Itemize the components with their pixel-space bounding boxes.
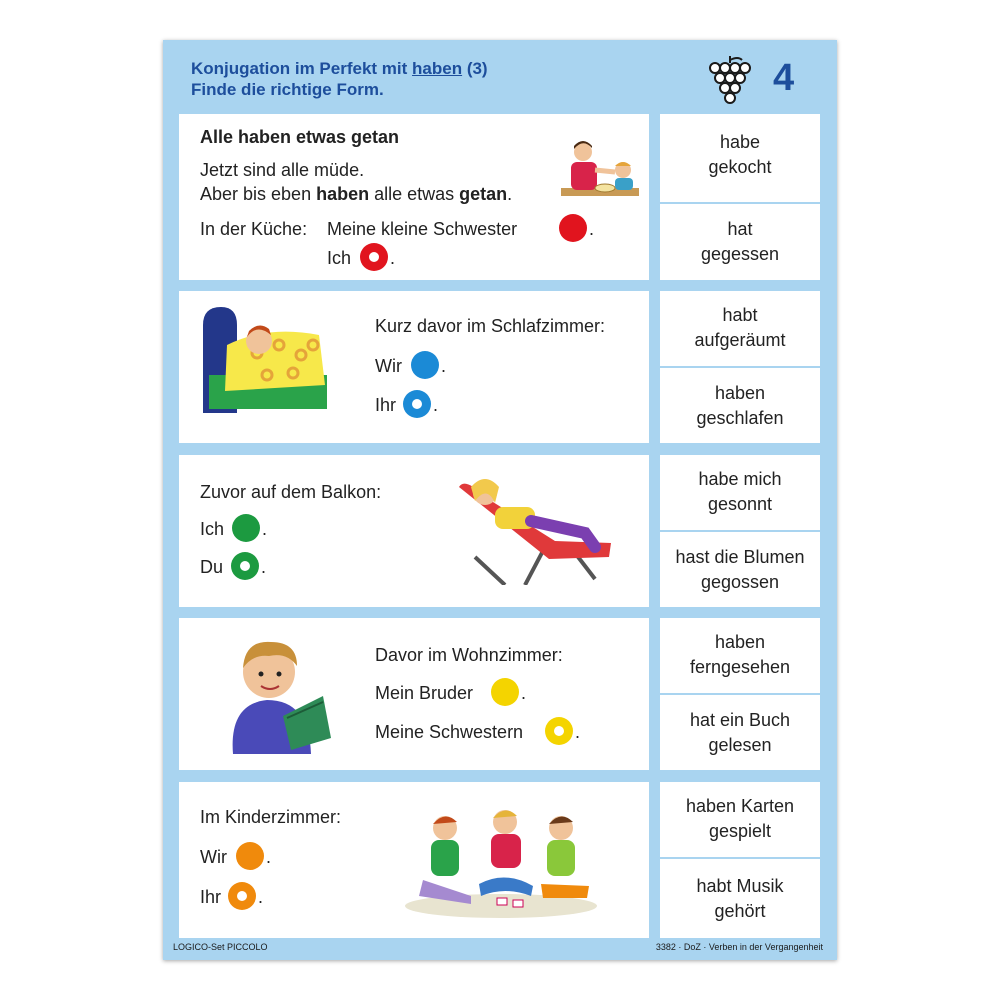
answer-dot-yellow-solid[interactable] xyxy=(491,678,519,706)
subject-label: Meine Schwestern xyxy=(375,722,524,742)
balcony-illustration xyxy=(445,467,615,585)
answer-card[interactable]: haben geschlafen xyxy=(696,382,784,428)
period: . xyxy=(441,356,447,376)
period: . xyxy=(575,722,581,742)
answer-dot-blue-solid[interactable] xyxy=(411,351,439,379)
exercise-card xyxy=(163,40,837,960)
place-label: Davor im Wohnzimmer: xyxy=(375,645,563,665)
answers-1 xyxy=(660,114,820,280)
answer-dot-orange-solid[interactable] xyxy=(236,842,264,870)
answer-card[interactable]: habt Musik gehört xyxy=(696,875,784,921)
answer-card[interactable]: habt aufgeräumt xyxy=(694,305,786,350)
answer-card[interactable]: haben Karten gespielt xyxy=(685,796,795,841)
answer-card[interactable]: hast die Blumen gegossen xyxy=(675,546,805,592)
place-label: Zuvor auf dem Balkon: xyxy=(200,482,382,502)
answers-3 xyxy=(660,455,820,607)
answer-card[interactable]: hat ein Buch gelesen xyxy=(689,709,791,755)
reading-boy-illustration xyxy=(217,630,335,754)
period: . xyxy=(262,519,268,539)
answers-2 xyxy=(660,291,820,443)
subject-label: Ihr xyxy=(375,395,397,415)
kitchen-illustration xyxy=(557,138,641,206)
card-game-illustration xyxy=(401,800,603,922)
subject-label: Mein Bruder xyxy=(375,683,474,703)
subject-label: Meine kleine Schwester xyxy=(327,219,518,239)
place-label: In der Küche: xyxy=(200,219,308,239)
section-5-panel xyxy=(179,782,649,938)
answer-dot-yellow-ring[interactable] xyxy=(545,717,573,745)
period: . xyxy=(266,847,272,867)
subject-label: Ich xyxy=(200,519,225,539)
bedroom-illustration xyxy=(197,305,327,413)
period: . xyxy=(390,248,396,268)
intro-line-2: Aber bis eben haben alle etwas getan. xyxy=(200,184,513,204)
period: . xyxy=(521,683,527,703)
subject-label: Wir xyxy=(375,356,402,376)
answers-5 xyxy=(660,782,820,938)
subject-label: Ich xyxy=(327,248,352,268)
answer-dot-red-ring[interactable] xyxy=(360,243,388,271)
answer-card[interactable]: haben ferngesehen xyxy=(689,632,791,677)
footer-left: LOGICO-Set PICCOLO xyxy=(173,942,268,952)
period: . xyxy=(589,219,595,239)
card-number: 4 xyxy=(773,57,795,99)
grapes-icon xyxy=(708,54,752,104)
subject-label: Wir xyxy=(200,847,227,867)
period: . xyxy=(261,557,267,577)
period: . xyxy=(433,395,439,415)
answer-card[interactable]: habe gekocht xyxy=(708,132,772,177)
intro-line-1: Jetzt sind alle müde. xyxy=(200,160,365,180)
answer-dot-red-solid[interactable] xyxy=(559,214,587,242)
answer-dot-blue-ring[interactable] xyxy=(403,390,431,418)
subject-label: Ihr xyxy=(200,887,222,907)
answer-dot-green-solid[interactable] xyxy=(232,514,260,542)
answer-dot-orange-ring[interactable] xyxy=(228,882,256,910)
section-2-panel xyxy=(179,291,649,443)
footer-right: 3382 · DoZ · Verben in der Vergangenheit xyxy=(655,942,823,952)
answer-card[interactable]: habe mich gesonnt xyxy=(698,469,782,514)
header-title: Konjugation im Perfekt mit haben (3) Finde die richtige Form. xyxy=(191,59,488,99)
answers-4 xyxy=(660,618,820,770)
answer-dot-green-ring[interactable] xyxy=(231,552,259,580)
period: . xyxy=(258,887,264,907)
place-label: Kurz davor im Schlafzimmer: xyxy=(375,316,606,336)
place-label: Im Kinderzimmer: xyxy=(200,807,342,827)
subject-label: Du xyxy=(200,557,224,577)
answer-card[interactable]: hat gegessen xyxy=(700,219,780,264)
section-1-panel xyxy=(179,114,649,280)
section-4-panel xyxy=(179,618,649,770)
section-3-panel xyxy=(179,455,649,607)
section-title: Alle haben etwas getan xyxy=(200,127,400,147)
